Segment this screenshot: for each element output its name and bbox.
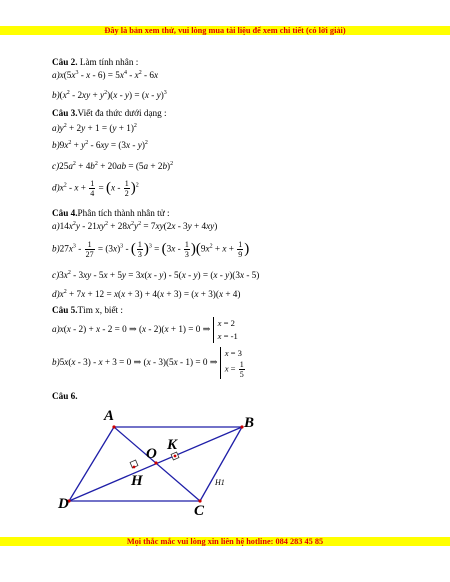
q3b-equation: $b)9x^2 + y^2 - 6xy = (3x - y)^2$ xyxy=(52,140,148,150)
label-a: A xyxy=(104,408,115,424)
parallelogram-figure xyxy=(52,405,302,520)
preview-notice: Đây là bản xem thử, vui lòng mua tài liệu để xem chi tiết (có lời giải) xyxy=(0,26,450,35)
q4c-equation: $c)3x^2 - 3xy - 5x + 5y = 3x(x - y) - 5(x - y) = (x - y)(3x - 5)$ xyxy=(52,270,260,280)
label-h1: H1 xyxy=(215,478,225,487)
q4b-equation: $b)27x^3$ - $\frac{1}{27}$ = $(3x)^3$ - ( $\frac{1}{3}$ )$^3$ = (3x - $\frac{1}{3}$ )($9x^2 + x$ + $\frac{1}{9}$ ) xyxy=(52,240,250,259)
segment-da xyxy=(69,427,114,501)
label-k: K xyxy=(167,437,178,453)
q2-heading: Câu 2. Làm tính nhân : xyxy=(52,57,139,67)
q5b-equation: b)5x(x - 3) - x + 3 = 0 ⇒ (x - 3)(5x - 1) = 0 ⇒ x = 3 x = $\frac{1}{5}$ xyxy=(52,348,244,379)
q5a-equation: a)x(x - 2) + x - 2 = 0 ⇒ (x - 2)(x + 1) = 0 ⇒ x = 2 x = -1 xyxy=(52,318,238,341)
q4d-equation: $d)x^2 + 7x + 12 = x(x + 3) + 4(x + 3) = (x + 3)(x + 4)$ xyxy=(52,289,241,299)
label-d: D xyxy=(58,496,69,512)
q3c-equation: $c)25a^2 + 4b^2 + 20ab = (5a + 2b)^2$ xyxy=(52,161,174,171)
q3d-equation: $d)x^2$ - x + $\frac{1}{4}$ = (x - $\frac{1}{2}$ )$^2$ xyxy=(52,179,139,198)
q6-heading: Câu 6. xyxy=(52,391,78,401)
label-h: H xyxy=(131,473,143,489)
segment-bc xyxy=(200,427,242,501)
q2b-equation: $b)(x^2 - 2xy + y^2)(x - y) = (x - y)^3$ xyxy=(52,90,167,100)
q2a-equation: $a)x(5x^3 - x - 6) = 5x^4 - x^2 - 6x$ xyxy=(52,70,159,80)
label-o: O xyxy=(146,446,157,462)
q3-heading: Câu 3.Viết đa thức dưới dạng : xyxy=(52,108,167,118)
q4a-equation: $a)14x^2y - 21xy^2 + 28x^2y^2 = 7xy(2x - 3y + 4xy)$ xyxy=(52,221,218,231)
point-h xyxy=(133,466,136,469)
geometry-diagram xyxy=(52,405,302,515)
q4-heading: Câu 4.Phân tích thành nhân tử : xyxy=(52,208,170,218)
hotline-notice: Mọi thắc mắc vui lòng xin liên hệ hotline: 084 283 45 85 xyxy=(0,537,450,546)
point-a xyxy=(112,425,115,428)
q5-heading: Câu 5.Tìm x, biết : xyxy=(52,305,123,315)
label-b: B xyxy=(244,415,255,431)
q3a-equation: $a)y^2 + 2y + 1 = (y + 1)^2$ xyxy=(52,123,137,133)
label-c: C xyxy=(194,503,205,515)
point-k xyxy=(174,455,177,458)
